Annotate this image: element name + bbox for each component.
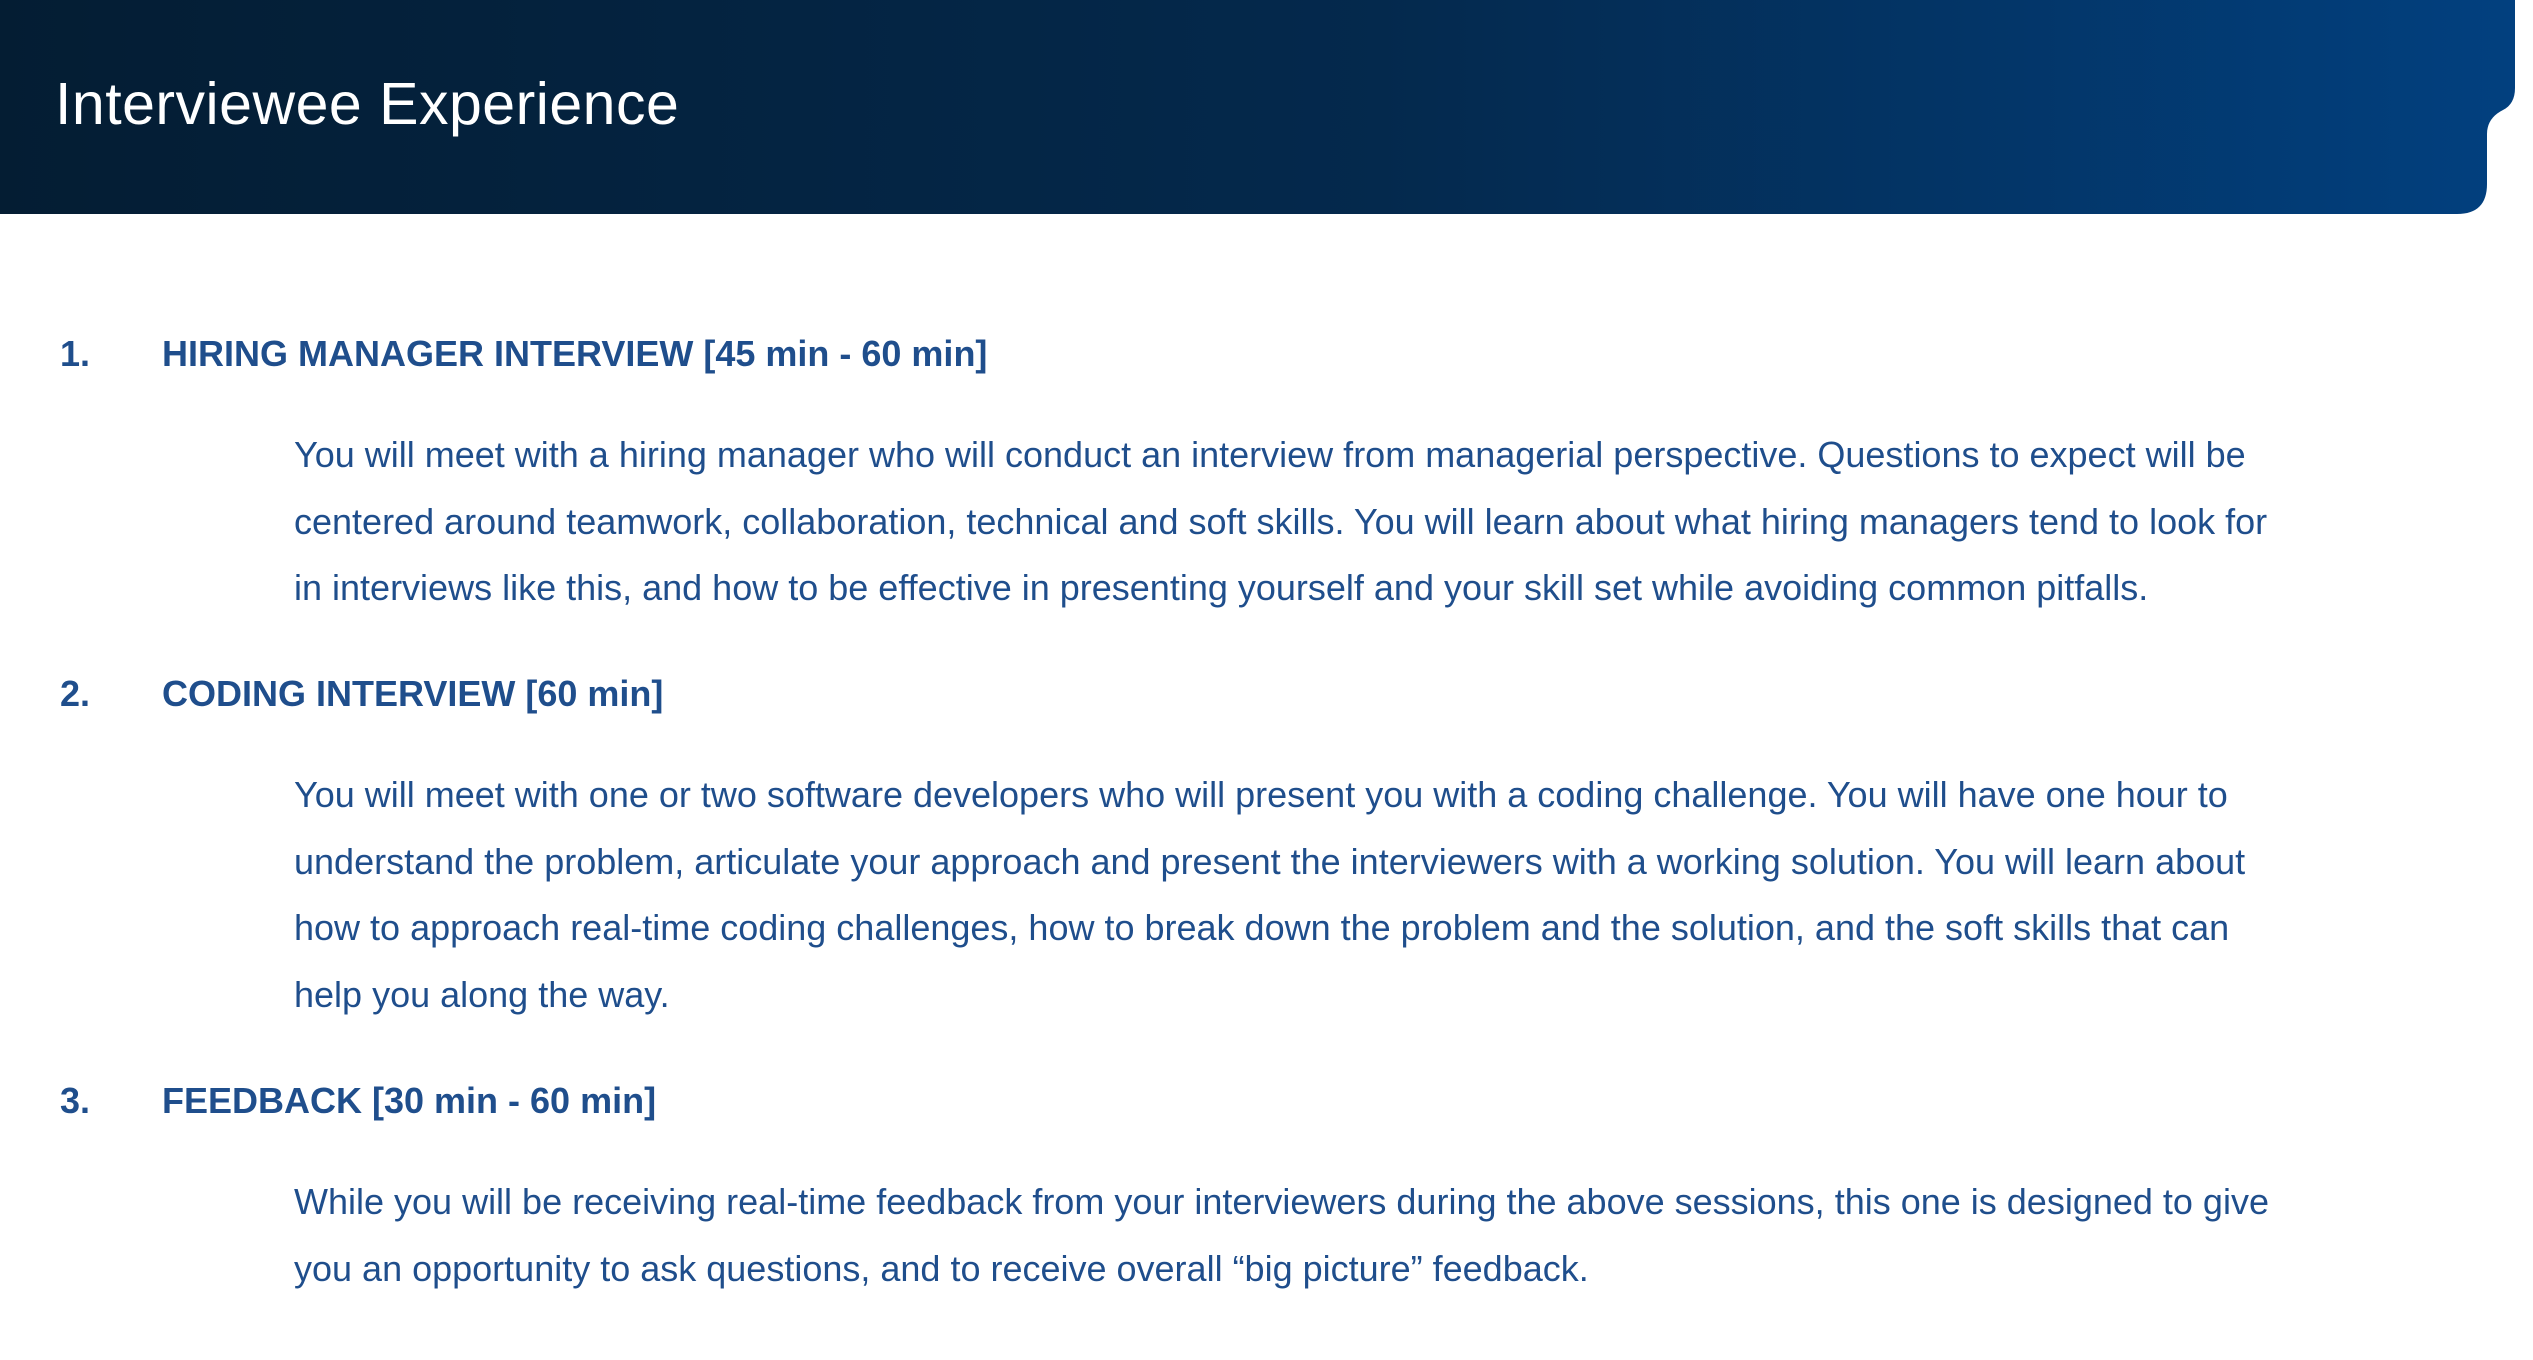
description-line: You will meet with a hiring manager who will conduct an interview from managerial perspective. Questions to expect will be (294, 434, 2246, 475)
item-description-coding (294, 762, 2484, 1028)
description-line: you an opportunity to ask questions, and to receive overall “big picture” feedback. (294, 1247, 1589, 1289)
item-heading-feedback: FEEDBACK [30 min - 60 min] (162, 1080, 657, 1121)
item-number: 3. (60, 1080, 91, 1121)
description-line: centered around teamwork, collaboration, technical and soft skills. You will learn about what hiring managers tend to look for (294, 500, 2268, 542)
item-number: 2. (60, 673, 91, 714)
description-line: in interviews like this, and how to be effective in presenting yourself and your skill set while avoiding common pitfalls. (294, 567, 2149, 608)
item-heading-hiring-manager: HIRING MANAGER INTERVIEW [45 min - 60 min] (162, 333, 988, 374)
item-heading-coding: CODING INTERVIEW [60 min] (162, 673, 664, 714)
header-banner (0, 0, 2533, 216)
description-line: understand the problem, articulate your approach and present the interviewers with a working solution. You will learn about (294, 840, 2246, 882)
description-line: While you will be receiving real-time feedback from your interviewers during the above sessions, this one is designed to give (294, 1181, 2269, 1222)
description-line: how to approach real-time coding challenges, how to break down the problem and the solution, and the soft skills that can (294, 907, 2230, 948)
item-number: 1. (60, 333, 91, 374)
page-title: Interviewee Experience (55, 71, 680, 137)
item-description-feedback (294, 1169, 2484, 1302)
item-description-hiring-manager (294, 422, 2484, 622)
description-line: help you along the way. (294, 973, 670, 1015)
description-line: You will meet with one or two software developers who will present you with a coding challenge. You will have one hour to (294, 774, 2228, 815)
